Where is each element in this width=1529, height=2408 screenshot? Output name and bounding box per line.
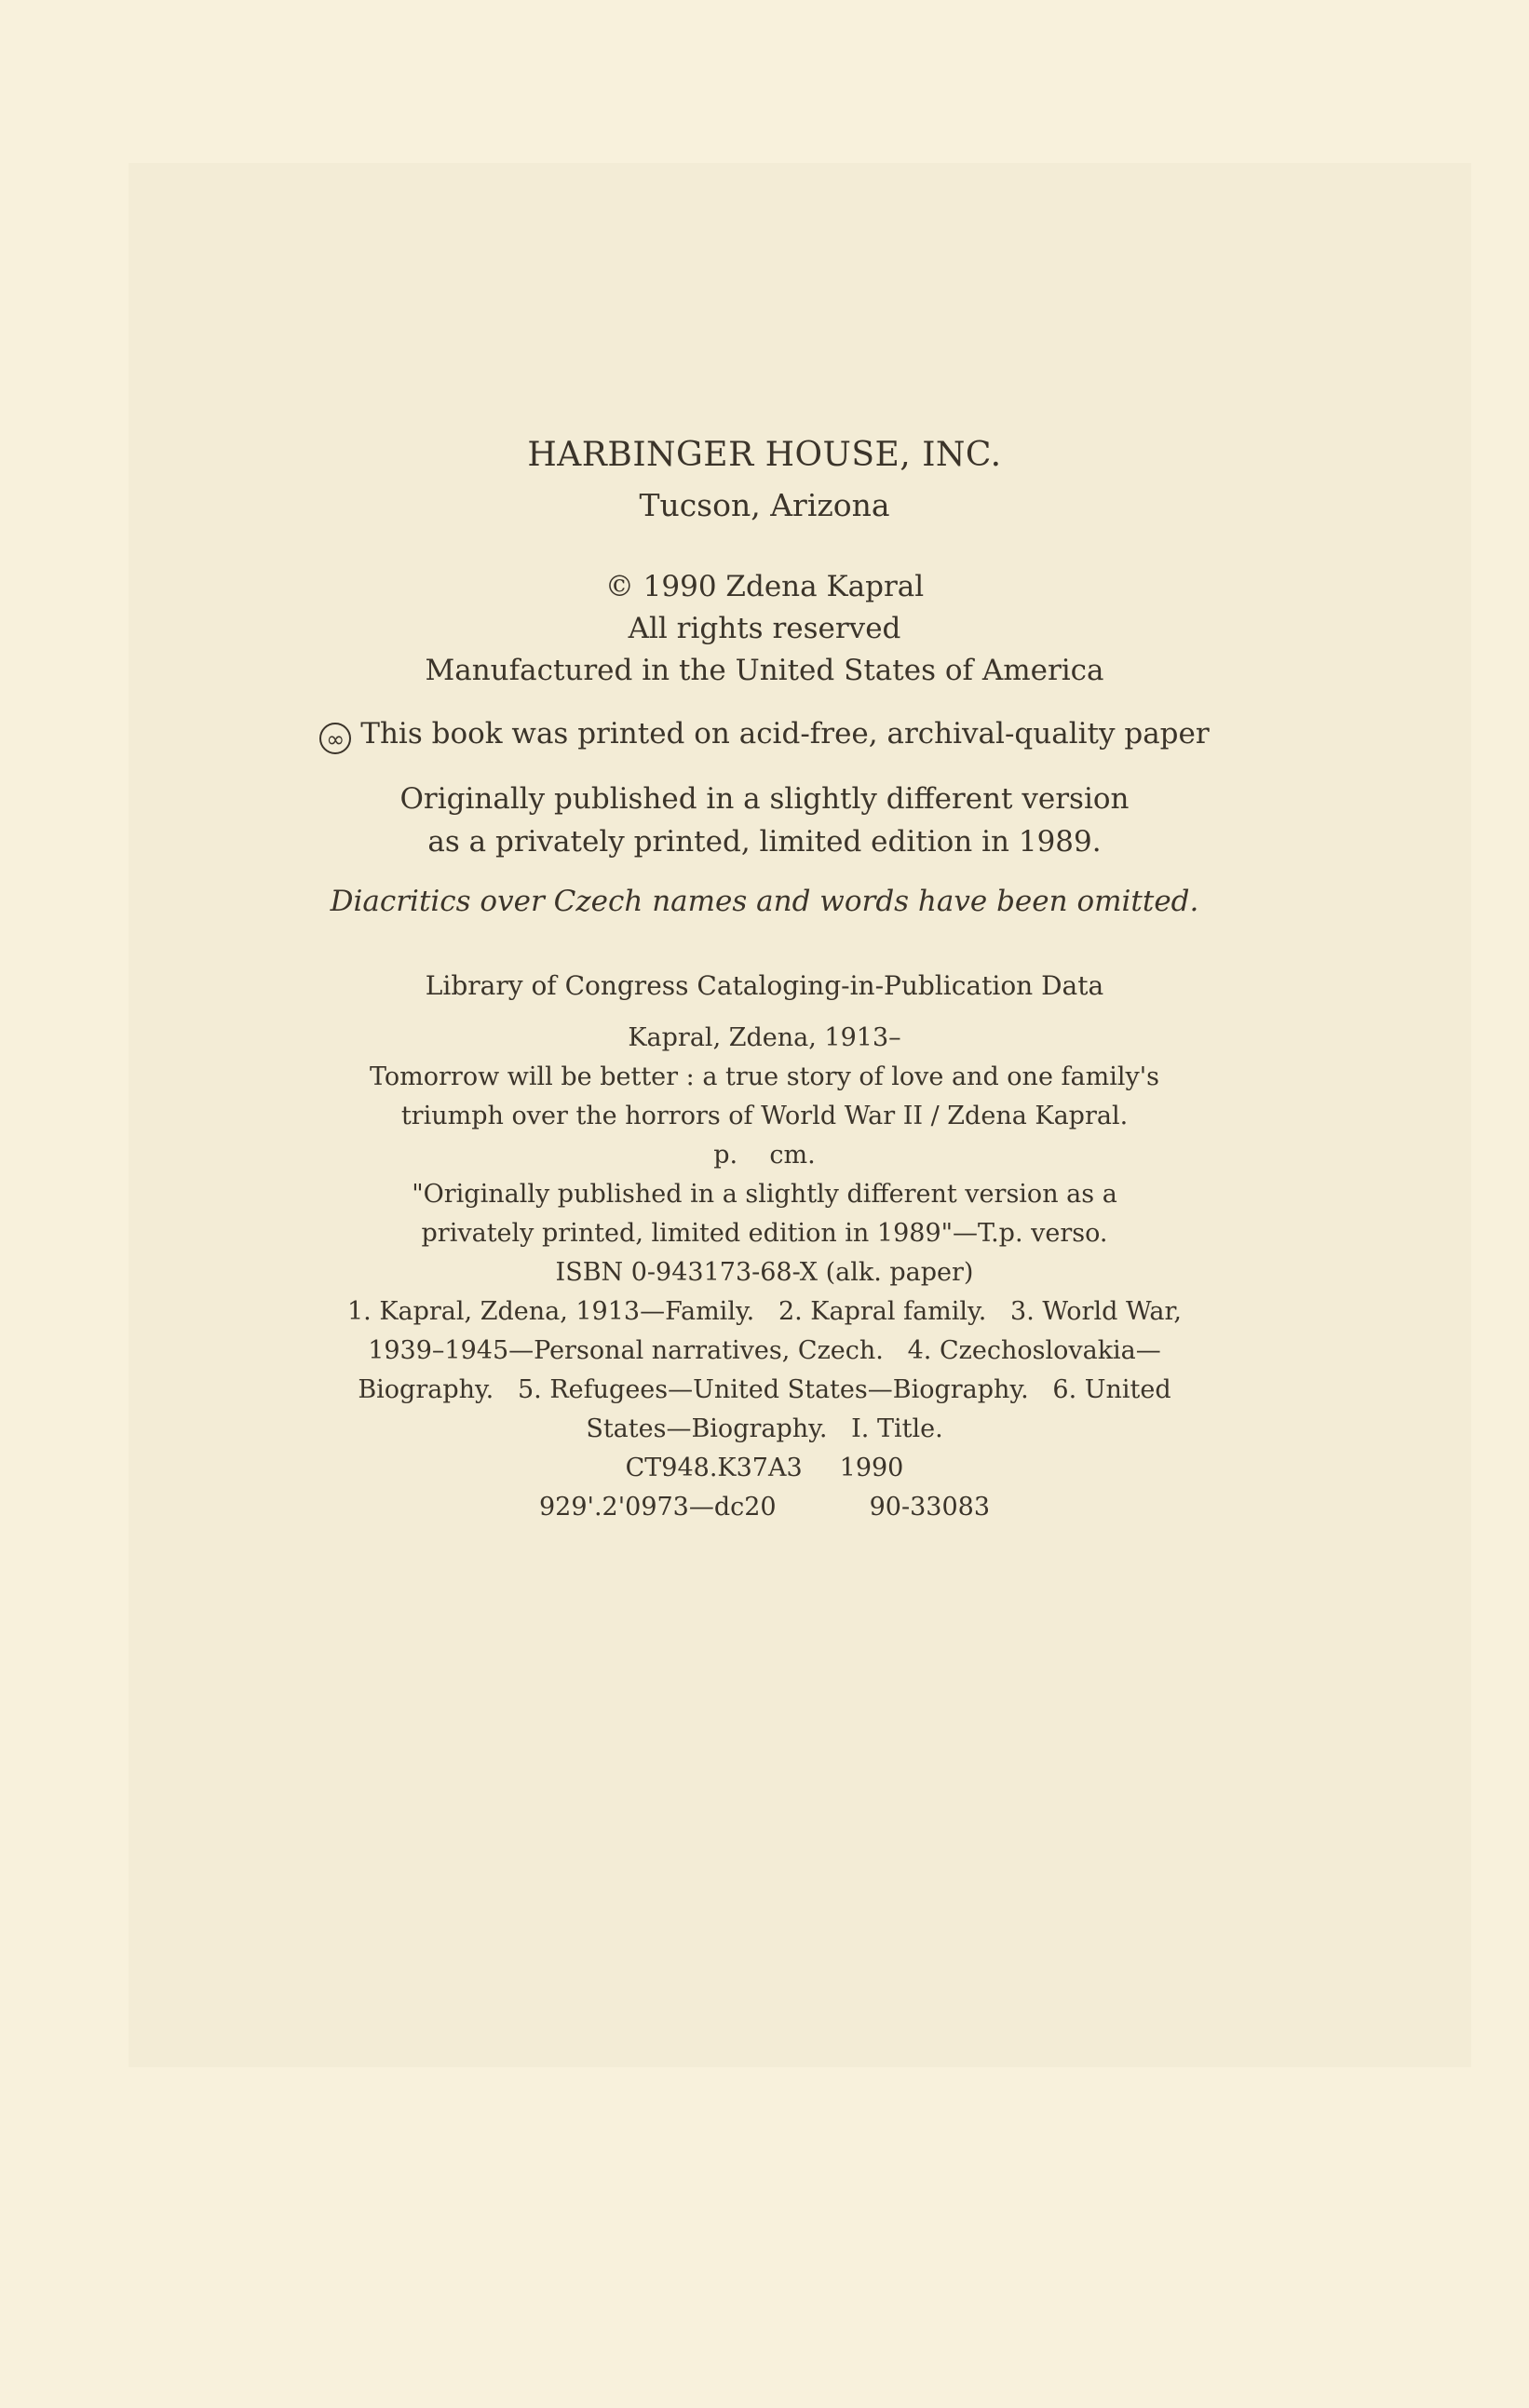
publisher-location: Tucson, Arizona xyxy=(639,487,890,523)
cip-heading: Library of Congress Cataloging-in-Publication Data xyxy=(425,970,1104,1001)
cip-call-year: 1990 xyxy=(839,1454,904,1482)
cip-title-line-1: Tomorrow will be better : a true story of love and one family's xyxy=(369,1062,1160,1091)
cip-physical: p. cm. xyxy=(713,1141,816,1170)
cip-title-line-2: triumph over the horrors of World War II / Zdena Kapral. xyxy=(400,1102,1129,1130)
copyright-line: © 1990 Zdena Kapral xyxy=(604,570,925,603)
publisher-block xyxy=(0,430,1529,531)
infinity-icon: ∞ xyxy=(319,723,351,754)
paper-note-text: This book was printed on acid-free, archival-quality paper xyxy=(360,717,1210,751)
cip-classification-row xyxy=(0,1488,1529,1527)
manufactured-line: Manufactured in the United States of America xyxy=(425,654,1104,687)
rights-reserved: All rights reserved xyxy=(628,612,901,645)
original-line-2: as a privately printed, limited edition in 1989. xyxy=(427,825,1102,859)
cip-block xyxy=(0,965,1529,1527)
paper-note xyxy=(0,713,1529,755)
cip-subject-line-1: 1. Kapral, Zdena, 1913—Family. 2. Kapral family. 3. World War, xyxy=(347,1297,1182,1326)
copyright-block xyxy=(0,566,1529,692)
cip-note-line-2: privately printed, limited edition in 1989"—T.p. verso. xyxy=(421,1219,1108,1248)
cip-note-line-1: "Originally published in a slightly different version as a xyxy=(412,1180,1117,1209)
original-publication-note xyxy=(0,778,1529,863)
cip-call-number: CT948.K37A3 xyxy=(625,1454,803,1482)
diacritics-note xyxy=(0,880,1529,923)
cip-author: Kapral, Zdena, 1913– xyxy=(628,1023,901,1052)
cip-call-number-row xyxy=(0,1449,1529,1488)
publisher-name: HARBINGER HOUSE, INC. xyxy=(527,436,1002,474)
original-line-1: Originally published in a slightly different version xyxy=(399,782,1130,816)
diacritics-text: Diacritics over Czech names and words have been omitted. xyxy=(330,885,1199,918)
cip-isbn: ISBN 0-943173-68-X (alk. paper) xyxy=(555,1258,974,1287)
cip-subject-line-3: Biography. 5. Refugees—United States—Biography. 6. United xyxy=(358,1375,1171,1404)
cip-dewey: 929'.2'0973—dc20 xyxy=(539,1493,777,1522)
cip-subject-line-2: 1939–1945—Personal narratives, Czech. 4. Czechoslovakia— xyxy=(368,1336,1161,1365)
cip-lccn: 90-33083 xyxy=(869,1493,990,1522)
cip-subject-line-4: States—Biography. I. Title. xyxy=(586,1414,943,1443)
